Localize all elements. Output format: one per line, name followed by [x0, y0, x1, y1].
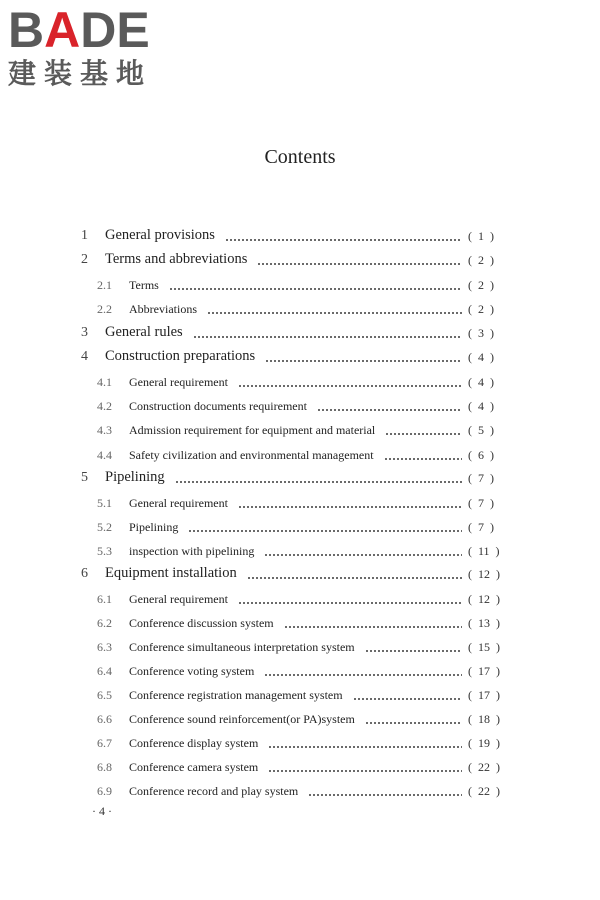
toc-entry-label: Terms and abbreviations — [105, 251, 248, 267]
toc-entry-label: Safety civilization and environmental management — [129, 448, 374, 462]
toc-entry — [0, 466, 600, 486]
toc-entry-number: 5.2 — [97, 520, 112, 534]
toc-entry-label: Pipelining — [129, 520, 179, 534]
toc-entry-number: 6.7 — [97, 736, 112, 750]
toc-entry-page: ( 7 ) — [468, 520, 494, 534]
toc-entry — [0, 224, 600, 244]
toc-entry — [0, 297, 600, 317]
toc-entry-number: 3 — [81, 325, 88, 340]
toc-entry-label: Conference registration management system — [129, 688, 343, 702]
toc-entry-page: ( 11 ) — [468, 544, 500, 558]
toc-entry-number: 5 — [81, 470, 88, 485]
toc-entry-number: 6.3 — [97, 640, 112, 654]
logo-wordmark: BADE — [8, 2, 150, 58]
toc-leader-dots — [257, 262, 462, 266]
toc-entry-page: ( 7 ) — [468, 471, 494, 485]
toc-entry-number: 2.1 — [97, 278, 112, 292]
toc-leader-dots — [268, 769, 462, 773]
toc-entry-number: 6.8 — [97, 760, 112, 774]
toc-entry-page: ( 6 ) — [468, 448, 494, 462]
toc-entry-page: ( 17 ) — [468, 664, 500, 678]
toc-entry-label: Terms — [129, 278, 159, 292]
toc-entry-label: General provisions — [105, 227, 215, 243]
toc-entry-number: 1 — [81, 228, 88, 243]
toc-entry — [0, 659, 600, 679]
toc-entry-label: Pipelining — [105, 469, 165, 485]
toc-entry-number: 2 — [81, 252, 88, 267]
toc-entry — [0, 611, 600, 631]
toc-entry-number: 4.4 — [97, 448, 112, 462]
toc-entry-page: ( 12 ) — [468, 567, 500, 581]
toc-entry — [0, 491, 600, 511]
toc-entry-page: ( 4 ) — [468, 350, 494, 364]
toc-entry-number: 5.3 — [97, 544, 112, 558]
toc-entry-page: ( 15 ) — [468, 640, 500, 654]
toc-entry-label: Conference record and play system — [129, 784, 299, 798]
toc-leader-dots — [238, 601, 462, 605]
toc-entry-page: ( 22 ) — [468, 784, 500, 798]
toc-entry-label: General rules — [105, 324, 183, 340]
toc-entry-page: ( 17 ) — [468, 688, 500, 702]
toc-entry — [0, 515, 600, 535]
toc-leader-dots — [268, 745, 462, 749]
toc-entry — [0, 707, 600, 727]
toc-entry — [0, 635, 600, 655]
toc-entry — [0, 394, 600, 414]
toc-entry-label: Conference simultaneous interpretation system — [129, 640, 355, 654]
toc-entry — [0, 587, 600, 607]
toc-leader-dots — [225, 238, 462, 242]
toc-leader-dots — [264, 553, 462, 557]
toc-leader-dots — [284, 625, 462, 629]
toc-leader-dots — [247, 576, 462, 580]
toc-entry-label: General requirement — [129, 375, 228, 389]
toc-entry-label: Conference voting system — [129, 664, 255, 678]
toc-leader-dots — [365, 721, 462, 725]
toc-entry-number: 6.5 — [97, 688, 112, 702]
toc-entry — [0, 443, 600, 463]
toc-entry — [0, 370, 600, 390]
toc-leader-dots — [365, 649, 462, 653]
toc-entry — [0, 683, 600, 703]
toc-entry-number: 6.2 — [97, 616, 112, 630]
toc-entry-page: ( 13 ) — [468, 616, 500, 630]
toc-entry-page: ( 19 ) — [468, 736, 500, 750]
toc-entry — [0, 248, 600, 268]
toc-entry-number: 4 — [81, 349, 88, 364]
toc-entry — [0, 273, 600, 293]
toc-entry-page: ( 2 ) — [468, 278, 494, 292]
toc-leader-dots — [384, 457, 462, 461]
toc-entry-label: Conference discussion system — [129, 616, 274, 630]
toc-entry-page: ( 7 ) — [468, 496, 494, 510]
toc-entry-number: 6.4 — [97, 664, 112, 678]
toc-entry-label: Conference display system — [129, 736, 259, 750]
toc-entry-number: 6.9 — [97, 784, 112, 798]
toc-leader-dots — [264, 673, 462, 677]
toc-entry-label: Abbreviations — [129, 302, 197, 316]
toc-entry-label: Conference camera system — [129, 760, 259, 774]
toc-entry-number: 2.2 — [97, 302, 112, 316]
toc-entry-label: Construction preparations — [105, 348, 256, 364]
toc-leader-dots — [238, 384, 462, 388]
toc-entry-number: 4.1 — [97, 375, 112, 389]
toc-entry-label: Equipment installation — [105, 565, 237, 581]
toc-leader-dots — [207, 311, 462, 315]
toc-entry-label: Construction documents requirement — [129, 399, 307, 413]
toc-entry-number: 5.1 — [97, 496, 112, 510]
toc-entry-number: 6 — [81, 566, 88, 581]
toc-leader-dots — [175, 480, 462, 484]
toc-leader-dots — [188, 529, 462, 533]
logo-cjk-text: 建装基地 — [8, 57, 153, 90]
toc-entry-page: ( 5 ) — [468, 423, 494, 437]
toc-entry-label: General requirement — [129, 496, 228, 510]
toc-entry — [0, 731, 600, 751]
toc-entry-label: inspection with pipelining — [129, 544, 255, 558]
toc-entry-label: Conference sound reinforcement(or PA)system — [129, 712, 355, 726]
toc-entry — [0, 418, 600, 438]
page-number-footer: · 4 · — [92, 804, 112, 818]
toc-entry-page: ( 1 ) — [468, 229, 494, 243]
toc-entry-page: ( 3 ) — [468, 326, 494, 340]
toc-entry-page: ( 4 ) — [468, 375, 494, 389]
toc-leader-dots — [169, 287, 462, 291]
toc-entry-number: 4.3 — [97, 423, 112, 437]
toc-leader-dots — [308, 793, 462, 797]
toc-entry-page: ( 2 ) — [468, 253, 494, 267]
toc-entry — [0, 539, 600, 559]
toc-entry-number: 6.1 — [97, 592, 112, 606]
toc-leader-dots — [238, 505, 462, 509]
toc-leader-dots — [317, 408, 462, 412]
toc-entry-page: ( 2 ) — [468, 302, 494, 316]
toc-leader-dots — [193, 335, 462, 339]
toc-entry-page: ( 12 ) — [468, 592, 500, 606]
toc-entry-page: ( 4 ) — [468, 399, 494, 413]
toc-entry — [0, 345, 600, 365]
toc-leader-dots — [385, 432, 462, 436]
toc-entry-number: 6.6 — [97, 712, 112, 726]
toc-entry — [0, 562, 600, 582]
toc-entry-label: Admission requirement for equipment and material — [129, 423, 376, 437]
toc-entry — [0, 321, 600, 341]
toc-entry-label: General requirement — [129, 592, 228, 606]
toc-entry-page: ( 22 ) — [468, 760, 500, 774]
toc-entry — [0, 779, 600, 799]
toc-entry-page: ( 18 ) — [468, 712, 500, 726]
toc-entry-number: 4.2 — [97, 399, 112, 413]
toc-leader-dots — [265, 359, 462, 363]
page-title: Contents — [264, 146, 336, 168]
toc-leader-dots — [353, 697, 462, 701]
toc-entry — [0, 755, 600, 775]
